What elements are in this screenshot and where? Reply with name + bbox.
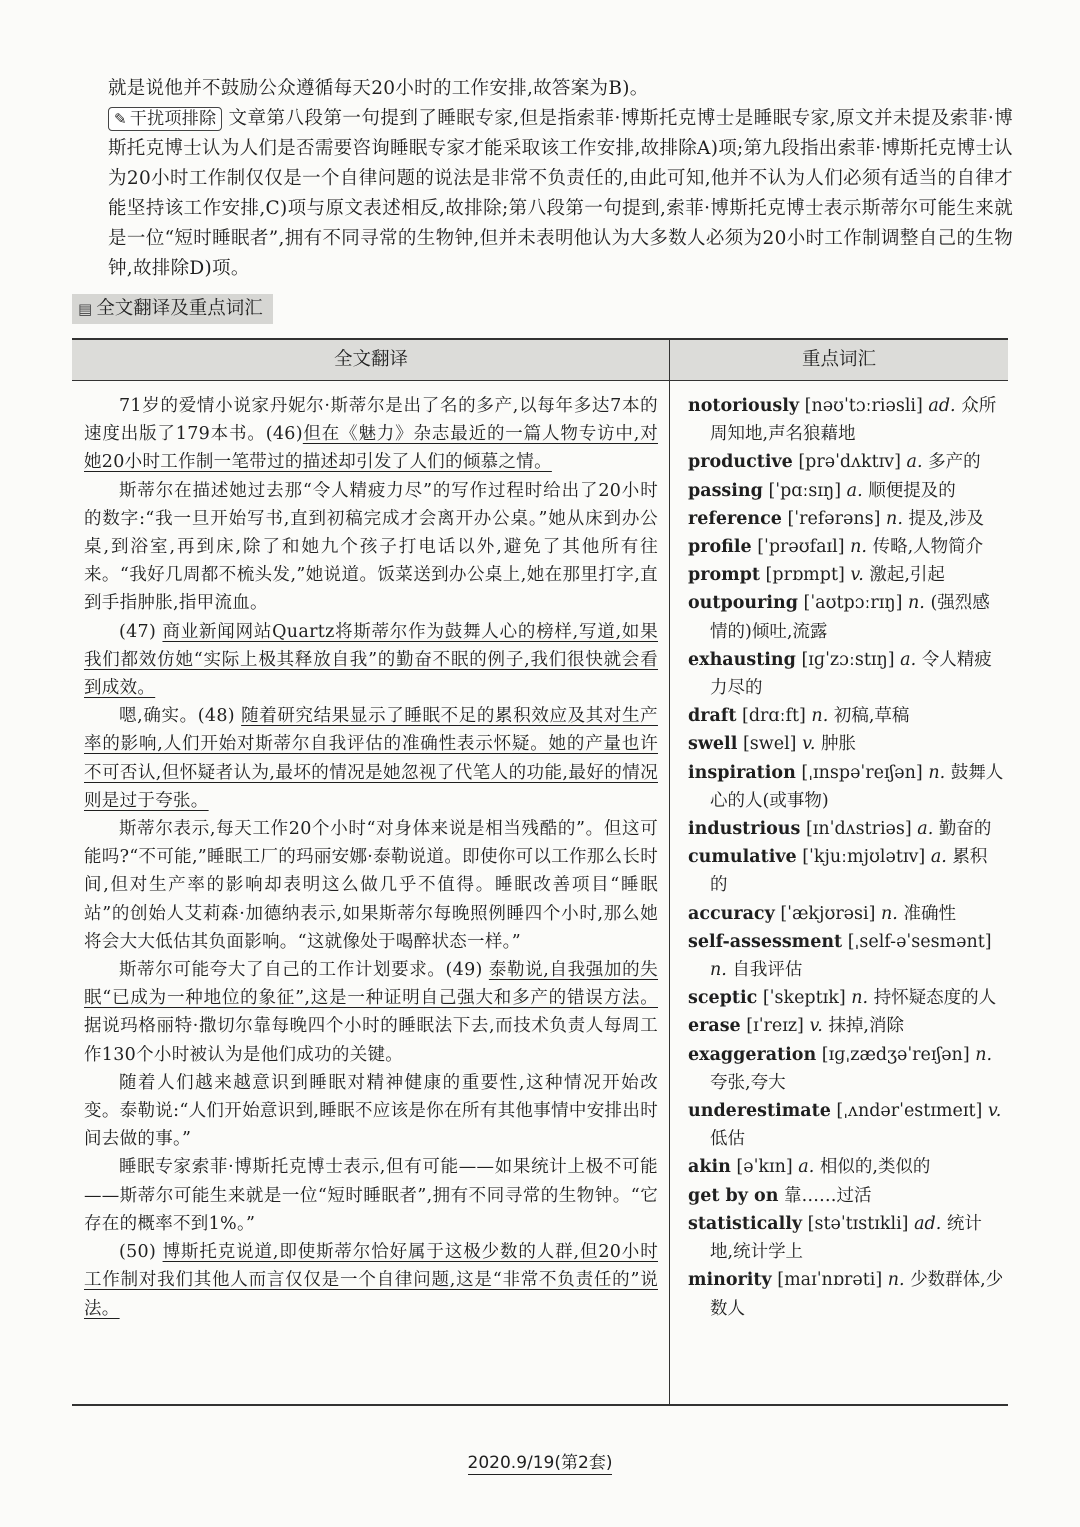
vocab-item [688,1182,1004,1210]
underlined-answer-sentence: 博斯托克说道,即使斯蒂尔恰好属于这极少数的人群,但20小时工作制对我们其他人而言仅仅是一个自律问题,这是“非常不负责任的”说法。 [84,1242,658,1319]
translation-paragraph [84,815,658,956]
vocab-definition: 激起,引起 [869,565,945,586]
vocab-definition: 肿胀 [821,734,857,755]
vocab-phonetic: [ˈækjʊrəsi] [780,903,876,924]
vocab-item [688,1041,1004,1097]
vocab-word: inspiration [688,762,796,783]
vocab-definition: 众所周知地,声名狼藉地 [710,396,997,445]
vocab-definition: 自我评估 [732,960,803,981]
vocab-item [688,759,1004,815]
vocab-part-of-speech: n. [710,960,727,981]
vocab-phonetic: [əˈkɪn] [736,1157,793,1178]
vocab-definition: 传略,人物简介 [872,537,984,558]
vocab-word: reference [688,508,782,529]
vocab-word: exaggeration [688,1044,817,1065]
distractor-elimination-text: 文章第八段第一句提到了睡眠专家,但是指索菲·博斯托克博士是睡眠专家,原文并未提及索菲·博斯托克博士认为人们是否需要咨询睡眠专家才能采取该工作安排,故排除A)项;第九段指出索菲·博斯托克博士认为20小时工作制仅仅是一个自律问题的说法是非常不负责任的,由此可知,他并不认为人们必须有适当的自律才能坚持该工作安排,C)项与原文表述相反,故排除;第八段第一句提到,索菲·博斯托克博士表示斯蒂尔可能生来就是一位“短时睡眠者”,拥有不同寻常的生物钟,但并未表明他认为大多数人必须为20小时工作制调整自己的生物钟,故排除D)项。 [108,108,1013,279]
vocab-part-of-speech: a. [900,649,917,670]
vocab-word: draft [688,706,737,727]
vocab-phonetic: [stəˈtɪstɪkli] [807,1213,909,1234]
translation-paragraph [84,477,658,618]
vocab-phonetic: [ˈkjuːmjʊlətɪv] [802,847,926,868]
vocab-word: cumulative [688,847,797,868]
vocab-word: statistically [688,1213,803,1234]
page-number: 2020.9/19(第2套) [467,1453,613,1473]
vocab-word: prompt [688,565,760,586]
vocab-item [688,533,1004,561]
vocab-definition: 低估 [710,1129,745,1150]
column-header-translation: 全文翻译 [333,349,408,370]
vocab-part-of-speech: a. [930,847,947,868]
translation-paragraph [84,392,658,477]
book-icon: ▤ [78,300,93,318]
vocab-item [688,505,1004,533]
vocab-item [688,448,1004,476]
vocab-definition: 准确性 [903,903,956,924]
vocab-phonetic: [ˈaʊtpɔːrɪŋ] [803,593,903,614]
vocab-word: underestimate [688,1101,831,1122]
section-heading [72,294,273,324]
translation-text: (50) [119,1242,163,1263]
vocab-definition: 靠……过活 [784,1185,872,1206]
translation-text: (47) [119,621,163,642]
vocab-part-of-speech: v. [809,1016,823,1037]
distractor-elimination-paragraph [108,104,1013,284]
vocab-item [688,984,1004,1012]
vocab-definition: 持怀疑态度的人 [873,988,997,1009]
vocab-item [688,477,1004,505]
vocab-definition: 累积的 [710,847,988,896]
vocab-item [688,1012,1004,1040]
vocab-item [688,392,1004,448]
vocab-definition: 统计地,统计学上 [710,1213,982,1263]
translation-text: 随着人们越来越意识到睡眠对精神健康的重要性,这种情况开始改变。泰勒说:“人们开始意识到,睡眠不应该是你在所有其他事情中安排出时间去做的事。” [84,1072,658,1150]
vocab-word: accuracy [688,903,775,924]
pencil-icon: ✎ [114,110,127,128]
full-translation [84,392,658,1323]
vocab-definition: 勤奋的 [938,819,992,840]
translation-text: 据说玛格丽特·撒切尔靠每晚四个小时的睡眠法下去,而技术负责人每周工作130个小时被认为是他们成功的关键。 [84,1016,658,1065]
vocab-part-of-speech: a. [798,1157,815,1178]
vocab-phonetic: [ˈskeptɪk] [762,988,846,1009]
vocab-word: outpouring [688,593,798,614]
vocab-part-of-speech: a. [906,452,923,473]
vocab-word: erase [688,1016,741,1037]
vocab-phonetic: [ɪɡˌzædʒəˈreɪʃən] [821,1044,970,1065]
translation-paragraph [84,702,658,815]
translation-table [72,338,1008,1406]
table-header [72,340,1008,381]
vocab-phonetic: [maɪˈnɒrəti] [777,1270,883,1291]
translation-paragraph [84,1069,658,1154]
translation-text: 斯蒂尔表示,每天工作20个小时“对身体来说是相当残酷的”。但这可能吗?“不可能,”睡眠工厂的玛丽安娜·泰勒说道。即使你可以工作那么长时间,但对生产率的影响却表明这么做几乎不值得。睡眠改善项目“睡眠站”的创始人艾莉森·加德纳表示,如果斯蒂尔每晚照例睡四个小时,那么她将会大大低估其负面影响。“这就像处于喝醉状态一样。” [84,819,658,952]
translation-paragraph [84,956,658,1069]
vocab-part-of-speech: ad. [914,1213,942,1234]
answer-explanation [108,74,1013,284]
vocab-definition: 初稿,草稿 [833,706,910,727]
vocab-item [688,815,1004,843]
vocab-definition: 提及,涉及 [908,508,985,529]
vocab-definition: 多产的 [928,452,981,473]
underlined-answer-sentence: 随着研究结果显示了睡眠不足的累积效应及其对生产率的影响,人们开始对斯蒂尔自我评估的准确性表示怀疑。她的产量也许不可否认,但怀疑者认为,最坏的情况是她忽视了代笔人的功能,最好的情况则是过于夸张。 [84,706,658,811]
vocab-word: productive [688,452,793,473]
vocab-part-of-speech: n. [975,1044,993,1065]
translation-text: 斯蒂尔在描述她过去那“令人精疲力尽”的写作过程时给出了20小时的数字:“我一旦开始写书,直到初稿完成才会离开办公桌。”她从床到办公桌,到浴室,再到床,除了和她九个孩子打电话以外,避免了其他所有往来。“我好几周都不梳头发,”她说道。饭菜送到办公桌上,她在那里打字,直到手指肿胀,指甲流血。 [84,480,658,614]
vocab-part-of-speech: n. [908,593,925,614]
vocab-item [688,843,1004,899]
vocab-definition: 令人精疲力尽的 [710,649,992,699]
column-divider [669,340,670,1404]
vocab-item [688,561,1004,589]
tag-label: 干扰项排除 [129,109,217,129]
vocab-phonetic: [nəʊˈtɔːriəsli] [804,396,923,416]
vocab-word: sceptic [688,988,758,1009]
section-heading-text: 全文翻译及重点词汇 [96,298,263,319]
page-footer [0,1448,1080,1473]
vocab-definition: (强烈感情的)倾吐,流露 [710,593,990,642]
vocab-definition: 相似的,类似的 [819,1157,931,1178]
vocab-item [688,702,1004,730]
vocab-part-of-speech: n. [881,903,898,924]
vocab-item [688,1266,1004,1322]
vocab-word: self-assessment [688,931,843,952]
vocab-word: get by on [688,1185,779,1206]
vocab-word: profile [688,537,752,558]
vocab-definition: 少数群体,少数人 [710,1270,1004,1319]
vocab-phonetic: [ˌɪnspəˈreɪʃən] [801,762,923,783]
vocab-item [688,928,1004,984]
underlined-answer-sentence: 商业新闻网站Quartz将斯蒂尔作为鼓舞人心的榜样,写道,如果我们都效仿她“实际上极其释放自我”的勤奋不眠的例子,我们很快就会看到成效。 [84,621,658,699]
vocab-definition: 鼓舞人心的人(或事物) [710,762,1004,811]
vocab-part-of-speech: n. [886,508,903,529]
vocab-part-of-speech: n. [811,706,829,727]
distractor-elimination-tag [108,107,222,131]
vocab-part-of-speech: v. [987,1101,1002,1122]
column-header-vocabulary: 重点词汇 [801,349,876,370]
vocab-part-of-speech: a. [917,819,934,840]
vocab-word: swell [688,734,738,755]
vocab-phonetic: [ˌself-əˈsesmənt] [847,931,992,952]
translation-text: 斯蒂尔可能夸大了自己的工作计划要求。(49) [119,960,489,981]
vocab-item [688,1153,1004,1181]
vocab-word: exhausting [688,649,796,670]
vocab-phonetic: [prəˈdʌktɪv] [798,452,901,473]
vocab-part-of-speech: n. [887,1270,905,1291]
vocab-phonetic: [ɪnˈdʌstriəs] [805,819,912,840]
vocab-part-of-speech: ad. [928,396,956,416]
answer-conclusion-line: 就是说他并不鼓励公众遵循每天20小时的工作安排,故答案为B)。 [108,78,649,99]
vocab-definition: 顺便提及的 [868,480,956,501]
vocab-part-of-speech: v. [802,734,816,755]
vocab-phonetic: [drɑːft] [742,706,806,727]
vocab-item [688,589,1004,645]
vocab-word: passing [688,480,763,501]
underlined-answer-sentence: 泰勒说,自我强加的失眠“已成为一种地位的象征”,这是一种证明自己强大和多产的错误方法。 [84,960,659,1009]
translation-paragraph [84,1238,658,1323]
translation-text: 嗯,确实。(48) [119,706,242,727]
vocab-phonetic: [ɪˈreɪz] [746,1016,804,1037]
vocab-phonetic: [ˌʌndərˈestɪmeɪt] [836,1101,983,1122]
vocab-definition: 抹掉,消除 [828,1016,904,1037]
vocab-part-of-speech: n. [928,762,946,783]
vocab-part-of-speech: n. [850,537,867,558]
vocab-item [688,900,1004,928]
vocab-phonetic: [ɪɡˈzɔːstɪŋ] [801,649,895,670]
vocab-word: notoriously [688,396,800,416]
vocab-phonetic: [ˈrefərəns] [787,508,881,529]
underlined-answer-sentence: 但在《魅力》杂志最近的一篇人物专访中,对她20小时工作制一笔带过的描述却引发了人们的倾慕之情。 [84,424,658,473]
vocab-part-of-speech: a. [846,480,863,501]
vocab-word: akin [688,1157,731,1178]
vocab-item [688,646,1004,702]
translation-text: 睡眠专家索菲·博斯托克博士表示,但有可能——如果统计上极不可能——斯蒂尔可能生来就是一位“短时睡眠者”,拥有不同寻常的生物钟。“它存在的概率不到1%。” [84,1157,658,1234]
vocab-phonetic: [ˈpɑːsɪŋ] [768,480,842,501]
vocab-word: industrious [688,819,801,840]
vocab-phonetic: [ˈprəʊfaɪl] [757,537,845,558]
vocab-phonetic: [swel] [742,734,797,755]
vocab-item [688,730,1004,758]
key-vocabulary-list [688,392,1004,1323]
vocab-word: minority [688,1270,772,1291]
vocab-part-of-speech: n. [851,988,869,1009]
translation-text: 71岁的爱情小说家丹妮尔·斯蒂尔是出了名的多产,以每年多达7本的速度出版了179本书。(46) [84,396,658,445]
translation-paragraph [84,618,658,703]
vocab-item [688,1097,1004,1153]
vocab-phonetic: [prɒmpt] [765,565,845,586]
vocab-item [688,1210,1004,1266]
vocab-definition: 夸张,夸大 [710,1072,786,1093]
vocab-part-of-speech: v. [850,565,864,586]
translation-paragraph [84,1153,658,1238]
